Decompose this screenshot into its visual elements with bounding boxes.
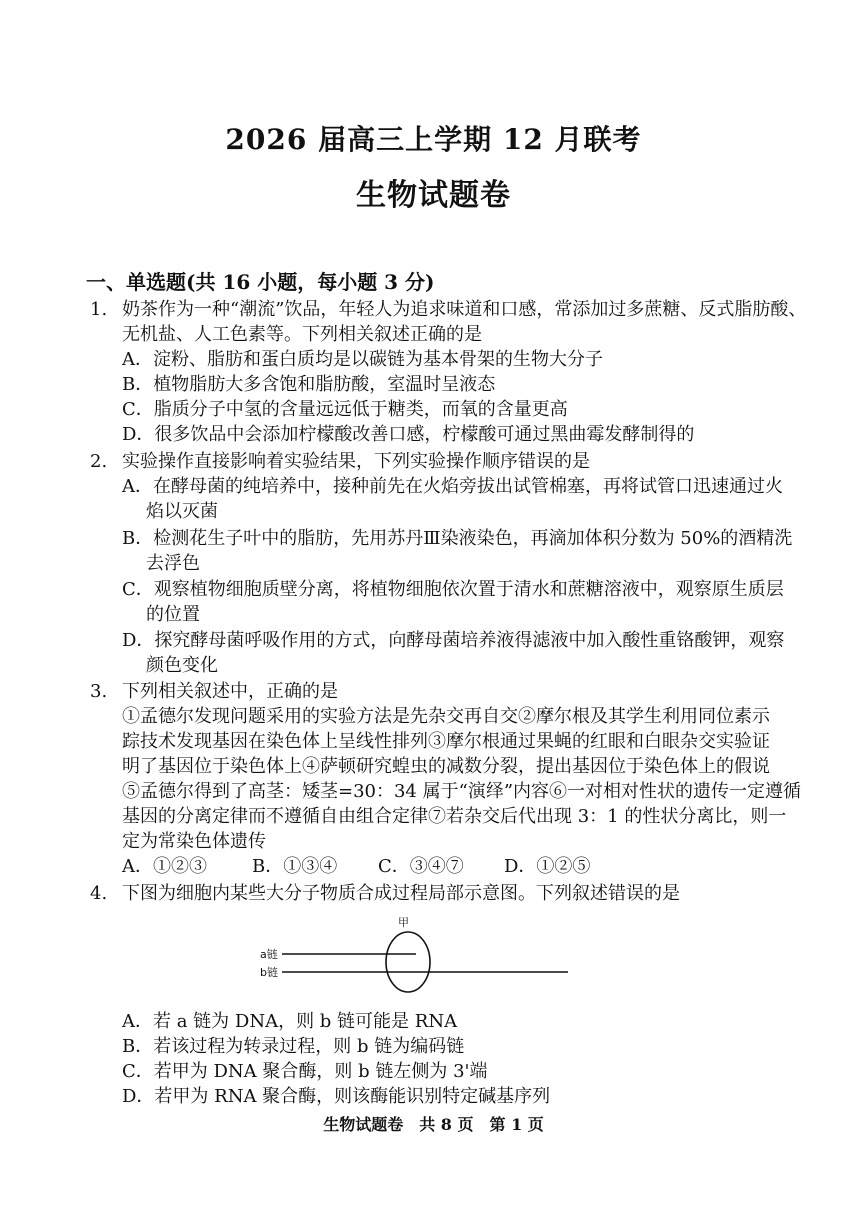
q2-option-b-line2: 去浮色 bbox=[146, 553, 200, 574]
q3-options bbox=[122, 855, 590, 879]
subject-title: 生物试题卷 bbox=[356, 178, 511, 213]
strand-a-label: a链 bbox=[260, 948, 278, 961]
q2-number: 2. bbox=[90, 451, 108, 472]
q3-option-a: A．①②③ bbox=[122, 856, 207, 877]
q2-option-a-line1: A．在酵母菌的纯培养中，接种前先在火焰旁拔出试管棉塞，再将试管口迅速通过火 bbox=[122, 476, 783, 497]
q1-number: 1. bbox=[90, 299, 108, 320]
exam-title: 2026 届高三上学期 12 月联考 bbox=[225, 123, 642, 156]
q2-option-c-line2: 的位置 bbox=[146, 604, 200, 625]
section-heading: 一、单选题(共 16 小题，每小题 3 分) bbox=[86, 270, 435, 294]
enzyme-ellipse bbox=[386, 932, 430, 992]
q1-option-a: A．淀粉、脂肪和蛋白质均是以碳链为基本骨架的生物大分子 bbox=[122, 349, 603, 370]
q4-option-a: A．若 a 链为 DNA，则 b 链可能是 RNA bbox=[122, 1011, 458, 1032]
q1-stem-line1: 奶茶作为一种“潮流”饮品，年轻人为追求味道和口感，常添加过多蔗糖、反式脂肪酸、 bbox=[122, 299, 807, 320]
q4-stem: 下图为细胞内某些大分子物质合成过程局部示意图。下列叙述错误的是 bbox=[122, 883, 680, 904]
q1-option-d: D．很多饮品中会添加柠檬酸改善口感，柠檬酸可通过黑曲霉发酵制得的 bbox=[122, 424, 695, 445]
enzyme-label: 甲 bbox=[398, 916, 409, 929]
q3-statement-line5: 基因的分离定律而不遵循自由组合定律⑦若杂交后代出现 3：1 的性状分离比，则一 bbox=[122, 806, 787, 827]
synthesis-diagram bbox=[250, 912, 590, 998]
q3-statement-line6: 定为常染色体遗传 bbox=[122, 831, 266, 852]
q2-option-c-line1: C．观察植物细胞质壁分离，将植物细胞依次置于清水和蔗糖溶液中，观察原生质层 bbox=[122, 579, 784, 600]
q4-number: 4. bbox=[90, 883, 108, 904]
q1-option-c: C．脂质分子中氢的含量远远低于糖类，而氧的含量更高 bbox=[122, 399, 568, 420]
q4-option-d: D．若甲为 RNA 聚合酶，则该酶能识别特定碱基序列 bbox=[122, 1086, 551, 1107]
q3-statement-line2: 踪技术发现基因在染色体上呈线性排列③摩尔根通过果蝇的红眼和白眼杂交实验证 bbox=[122, 731, 770, 752]
q4-option-b: B．若该过程为转录过程，则 b 链为编码链 bbox=[122, 1036, 465, 1057]
q3-statement-line3: 明了基因位于染色体上④萨顿研究蝗虫的减数分裂，提出基因位于染色体上的假说 bbox=[122, 756, 770, 777]
q3-statement-line4: ⑤孟德尔得到了高茎：矮茎=30：34 属于“演绎”内容⑥一对相对性状的遗传一定遵循 bbox=[122, 781, 802, 802]
q3-stem: 下列相关叙述中，正确的是 bbox=[122, 681, 338, 702]
q4-option-c: C．若甲为 DNA 聚合酶，则 b 链左侧为 3'端 bbox=[122, 1061, 488, 1082]
strand-b-label: b链 bbox=[260, 966, 278, 979]
q3-statement-line1: ①孟德尔发现问题采用的实验方法是先杂交再自交②摩尔根及其学生利用同位素示 bbox=[122, 706, 770, 727]
q1-stem-line2: 无机盐、人工色素等。下列相关叙述正确的是 bbox=[122, 324, 482, 345]
q2-option-b-line1: B．检测花生子叶中的脂肪，先用苏丹Ⅲ染液染色，再滴加体积分数为 50%的酒精洗 bbox=[122, 528, 793, 549]
q3-option-b: B．①③④ bbox=[252, 856, 338, 877]
page-footer: 生物试题卷 共 8 页 第 1 页 bbox=[323, 1115, 544, 1134]
q3-option-c: C．③④⑦ bbox=[378, 856, 464, 877]
q1-option-b: B．植物脂肪大多含饱和脂肪酸，室温时呈液态 bbox=[122, 374, 496, 395]
q2-option-d-line1: D．探究酵母菌呼吸作用的方式，向酵母菌培养液得滤液中加入酸性重铬酸钾，观察 bbox=[122, 630, 785, 651]
q3-option-d: D．①②⑤ bbox=[504, 856, 591, 877]
q2-stem: 实验操作直接影响着实验结果，下列实验操作顺序错误的是 bbox=[122, 451, 590, 472]
q3-number: 3. bbox=[90, 681, 108, 702]
q2-option-a-line2: 焰以灭菌 bbox=[146, 501, 218, 522]
q2-option-d-line2: 颜色变化 bbox=[146, 655, 218, 676]
